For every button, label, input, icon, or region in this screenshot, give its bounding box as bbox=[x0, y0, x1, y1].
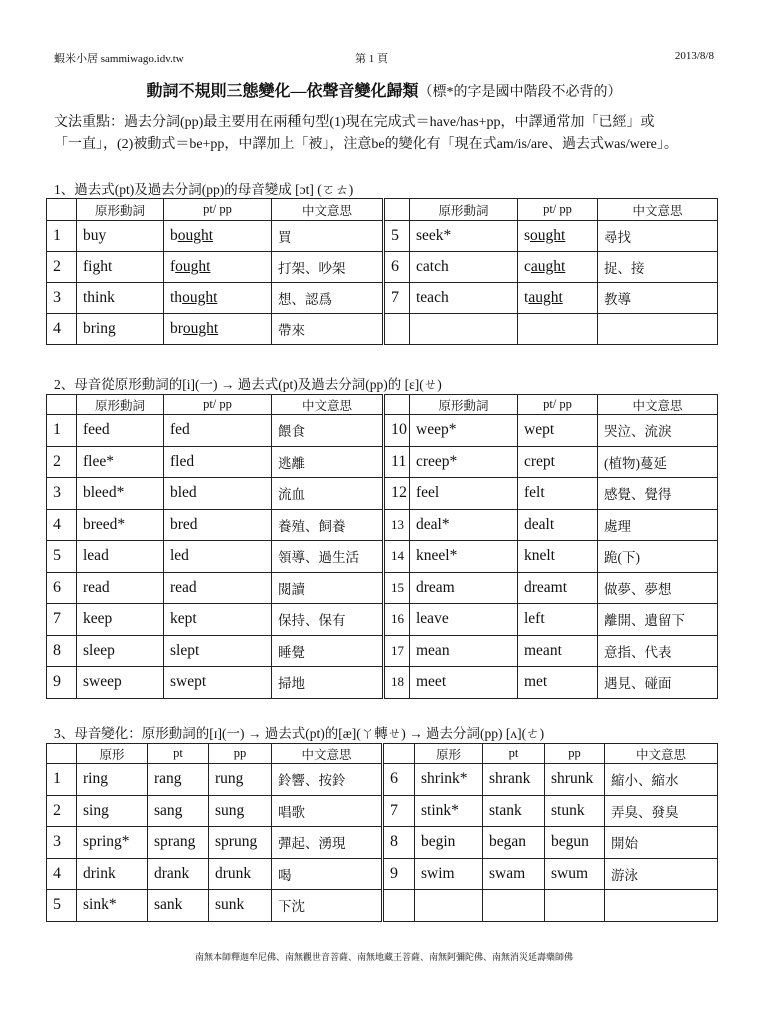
table-row bbox=[47, 667, 718, 699]
meaning-cell: 掃地 bbox=[272, 667, 384, 699]
row-number: 15 bbox=[384, 572, 410, 604]
grammar-line-2: 「一直」，(2)被動式＝be+pp，中譯加上「被」，注意be的變化有「現在式am/is/are、過去式was/were」。 bbox=[54, 137, 678, 152]
base-verb-cell: buy bbox=[77, 221, 164, 252]
header-cell: 原形動詞 bbox=[77, 395, 164, 415]
header-page-number: 第 1 頁 bbox=[355, 53, 388, 65]
meaning-cell: 尋找 bbox=[598, 221, 718, 252]
base-verb-cell: mean bbox=[410, 635, 518, 667]
table-row bbox=[47, 890, 718, 922]
base-verb-cell bbox=[410, 314, 518, 345]
section-1-table bbox=[46, 198, 718, 345]
meaning-cell: 捉、接 bbox=[598, 252, 718, 283]
meaning-cell: 開始 bbox=[605, 827, 718, 859]
row-number: 5 bbox=[384, 221, 410, 252]
pt-pp-cell bbox=[164, 252, 272, 283]
table-row bbox=[47, 221, 718, 252]
past-participle-cell: sprung bbox=[209, 827, 272, 859]
base-verb-cell: catch bbox=[410, 252, 518, 283]
header-cell: pt/ pp bbox=[518, 395, 598, 415]
pt-pp-cell: meant bbox=[518, 635, 598, 667]
past-tense-cell: sang bbox=[148, 795, 209, 827]
base-verb-cell: lead bbox=[77, 541, 164, 573]
base-verb-cell: flee* bbox=[77, 446, 164, 478]
past-tense-cell: sprang bbox=[148, 827, 209, 859]
section-3-heading: 3、母音變化：原形動詞的[ɪ](一) → 過去式(pt)的[æ](ㄚ轉ㄝ) → 過去分詞(pp) [ʌ](ㄜ) bbox=[54, 726, 545, 741]
pt-pp-cell: bled bbox=[164, 478, 272, 510]
section-2-table bbox=[46, 394, 718, 699]
header-cell bbox=[384, 199, 410, 221]
row-number: 9 bbox=[383, 858, 415, 890]
past-tense-cell: began bbox=[483, 827, 545, 859]
header-cell: pp bbox=[209, 744, 272, 764]
pt-pp-cell: left bbox=[518, 604, 598, 636]
pt-pp-cell bbox=[164, 314, 272, 345]
pt-underlined-vowel: ought bbox=[175, 258, 211, 275]
row-number: 4 bbox=[47, 858, 77, 890]
pt-underlined-vowel: ought bbox=[182, 289, 218, 306]
row-number: 7 bbox=[384, 283, 410, 314]
base-verb-cell: sweep bbox=[77, 667, 164, 699]
table-row bbox=[47, 827, 718, 859]
table-row bbox=[47, 252, 718, 283]
base-verb-cell: spring* bbox=[77, 827, 148, 859]
meaning-cell: 帶來 bbox=[272, 314, 384, 345]
meaning-cell: 買 bbox=[272, 221, 384, 252]
base-verb-cell: sing bbox=[77, 795, 148, 827]
pt-prefix: f bbox=[170, 258, 176, 275]
pt-pp-cell bbox=[518, 252, 598, 283]
header-cell: 原形動詞 bbox=[410, 199, 518, 221]
row-number: 5 bbox=[47, 541, 77, 573]
pt-prefix: th bbox=[170, 289, 183, 306]
pt-prefix: t bbox=[524, 289, 529, 306]
row-number: 3 bbox=[47, 827, 77, 859]
header-date: 2013/8/8 bbox=[674, 50, 714, 62]
row-number: 17 bbox=[384, 635, 410, 667]
row-number: 4 bbox=[47, 509, 77, 541]
pt-underlined-vowel: ought bbox=[177, 227, 214, 244]
pt-prefix: s bbox=[524, 227, 531, 244]
meaning-cell: 領導、過生活 bbox=[272, 541, 384, 573]
row-number bbox=[383, 890, 415, 922]
title-note: （標*的字是國中階段不必背的） bbox=[418, 85, 622, 100]
past-tense-cell: drank bbox=[148, 858, 209, 890]
base-verb-cell: meet bbox=[410, 667, 518, 699]
meaning-cell: 縮小、縮水 bbox=[605, 764, 718, 796]
past-tense-cell: sank bbox=[148, 890, 209, 922]
header-cell: 中文意思 bbox=[272, 199, 384, 221]
header-cell: 原形 bbox=[415, 744, 483, 764]
base-verb-cell: creep* bbox=[410, 446, 518, 478]
base-verb-cell: read bbox=[77, 572, 164, 604]
table-header-row bbox=[47, 744, 718, 764]
header-cell: pt/ pp bbox=[518, 199, 598, 221]
pt-prefix: br bbox=[170, 320, 183, 337]
pt-pp-cell: kept bbox=[164, 604, 272, 636]
meaning-cell: 做夢、夢想 bbox=[598, 572, 718, 604]
base-verb-cell: swim bbox=[415, 858, 483, 890]
row-number: 16 bbox=[384, 604, 410, 636]
base-verb-cell: keep bbox=[77, 604, 164, 636]
pt-pp-cell: fed bbox=[164, 415, 272, 447]
header-cell bbox=[384, 395, 410, 415]
meaning-cell: 養殖、飼養 bbox=[272, 509, 384, 541]
past-tense-cell: swam bbox=[483, 858, 545, 890]
base-verb-cell: leave bbox=[410, 604, 518, 636]
pt-pp-cell: read bbox=[164, 572, 272, 604]
past-tense-cell: rang bbox=[148, 764, 209, 796]
meaning-cell: 游泳 bbox=[605, 858, 718, 890]
pt-underlined-vowel: aught bbox=[530, 258, 566, 275]
page-title bbox=[0, 78, 768, 101]
footer-text: 南無本師釋迦牟尼佛、南無觀世音菩薩、南無地藏王菩薩、南無阿彌陀佛、南無消災延壽藥師佛 bbox=[194, 952, 573, 962]
past-participle-cell: sung bbox=[209, 795, 272, 827]
meaning-cell: 感覺、覺得 bbox=[598, 478, 718, 510]
base-verb-cell: stink* bbox=[415, 795, 483, 827]
pt-pp-cell bbox=[518, 221, 598, 252]
table-header-row bbox=[47, 199, 718, 221]
meaning-cell: 想、認爲 bbox=[272, 283, 384, 314]
header-cell: 中文意思 bbox=[598, 395, 718, 415]
header-cell: 中文意思 bbox=[598, 199, 718, 221]
meaning-cell: 跪(下) bbox=[598, 541, 718, 573]
table-row bbox=[47, 509, 718, 541]
past-participle-cell: sunk bbox=[209, 890, 272, 922]
base-verb-cell: sleep bbox=[77, 635, 164, 667]
row-number: 7 bbox=[383, 795, 415, 827]
table-row bbox=[47, 572, 718, 604]
row-number: 2 bbox=[47, 795, 77, 827]
meaning-cell: 唱歌 bbox=[272, 795, 383, 827]
row-number: 9 bbox=[47, 667, 77, 699]
base-verb-cell: begin bbox=[415, 827, 483, 859]
pt-pp-cell: crept bbox=[518, 446, 598, 478]
base-verb-cell: think bbox=[77, 283, 164, 314]
past-tense-cell: stank bbox=[483, 795, 545, 827]
pt-pp-cell: felt bbox=[518, 478, 598, 510]
meaning-cell bbox=[605, 890, 718, 922]
table-row bbox=[47, 446, 718, 478]
row-number: 7 bbox=[47, 604, 77, 636]
table-row bbox=[47, 283, 718, 314]
row-number: 18 bbox=[384, 667, 410, 699]
pt-pp-cell bbox=[518, 283, 598, 314]
row-number: 2 bbox=[47, 252, 77, 283]
pt-underlined-vowel: ought bbox=[530, 227, 566, 244]
base-verb-cell: seek* bbox=[410, 221, 518, 252]
base-verb-cell: shrink* bbox=[415, 764, 483, 796]
meaning-cell: 意指、代表 bbox=[598, 635, 718, 667]
row-number: 4 bbox=[47, 314, 77, 345]
base-verb-cell: bring bbox=[77, 314, 164, 345]
past-tense-cell: shrank bbox=[483, 764, 545, 796]
row-number: 12 bbox=[384, 478, 410, 510]
header-cell bbox=[47, 395, 77, 415]
past-participle-cell: shrunk bbox=[545, 764, 605, 796]
meaning-cell: 教導 bbox=[598, 283, 718, 314]
pt-pp-cell bbox=[164, 283, 272, 314]
header-cell: pt bbox=[483, 744, 545, 764]
base-verb-cell: feed bbox=[77, 415, 164, 447]
row-number: 3 bbox=[47, 478, 77, 510]
row-number: 6 bbox=[383, 764, 415, 796]
table-header-row bbox=[47, 395, 718, 415]
header-cell: 原形動詞 bbox=[410, 395, 518, 415]
base-verb-cell: kneel* bbox=[410, 541, 518, 573]
pt-pp-cell bbox=[164, 221, 272, 252]
pt-pp-cell: fled bbox=[164, 446, 272, 478]
meaning-cell: 處理 bbox=[598, 509, 718, 541]
pt-pp-cell: met bbox=[518, 667, 598, 699]
base-verb-cell: weep* bbox=[410, 415, 518, 447]
table-row bbox=[47, 764, 718, 796]
row-number: 6 bbox=[384, 252, 410, 283]
row-number: 11 bbox=[384, 446, 410, 478]
meaning-cell: 鈴響、按鈴 bbox=[272, 764, 383, 796]
header-cell: 中文意思 bbox=[605, 744, 718, 764]
past-tense-cell bbox=[483, 890, 545, 922]
base-verb-cell: sink* bbox=[77, 890, 148, 922]
meaning-cell: 弄臭、發臭 bbox=[605, 795, 718, 827]
header-cell: pp bbox=[545, 744, 605, 764]
row-number bbox=[384, 314, 410, 345]
pt-pp-cell: bred bbox=[164, 509, 272, 541]
row-number: 13 bbox=[384, 509, 410, 541]
row-number: 1 bbox=[47, 415, 77, 447]
header-cell: 中文意思 bbox=[272, 395, 384, 415]
row-number: 1 bbox=[47, 764, 77, 796]
pt-pp-cell: slept bbox=[164, 635, 272, 667]
row-number: 2 bbox=[47, 446, 77, 478]
pt-pp-cell: swept bbox=[164, 667, 272, 699]
meaning-cell: 遇見、碰面 bbox=[598, 667, 718, 699]
base-verb-cell: drink bbox=[77, 858, 148, 890]
pt-pp-cell: wept bbox=[518, 415, 598, 447]
table-row bbox=[47, 635, 718, 667]
row-number: 6 bbox=[47, 572, 77, 604]
meaning-cell: 彈起、湧現 bbox=[272, 827, 383, 859]
row-number: 5 bbox=[47, 890, 77, 922]
past-participle-cell: rung bbox=[209, 764, 272, 796]
pt-underlined-vowel: ought bbox=[182, 320, 219, 337]
meaning-cell: 閱讀 bbox=[272, 572, 384, 604]
header-site-name: 蝦米小居 sammiwago.idv.tw bbox=[54, 53, 184, 65]
header-cell: pt/ pp bbox=[164, 199, 272, 221]
meaning-cell: 下沈 bbox=[272, 890, 383, 922]
row-number: 3 bbox=[47, 283, 77, 314]
row-number: 10 bbox=[384, 415, 410, 447]
meaning-cell: 流血 bbox=[272, 478, 384, 510]
row-number: 1 bbox=[47, 221, 77, 252]
section-2-heading: 2、母音從原形動詞的[i](一) → 過去式(pt)及過去分詞(pp)的 [ɛ](ㄝ) bbox=[54, 377, 442, 392]
base-verb-cell: feel bbox=[410, 478, 518, 510]
row-number: 14 bbox=[384, 541, 410, 573]
past-participle-cell: swum bbox=[545, 858, 605, 890]
pt-pp-cell: dreamt bbox=[518, 572, 598, 604]
pt-pp-cell: dealt bbox=[518, 509, 598, 541]
table-row bbox=[47, 314, 718, 345]
table-row bbox=[47, 795, 718, 827]
meaning-cell: 逃離 bbox=[272, 446, 384, 478]
base-verb-cell: bleed* bbox=[77, 478, 164, 510]
base-verb-cell: breed* bbox=[77, 509, 164, 541]
pt-pp-cell bbox=[518, 314, 598, 345]
header-cell bbox=[47, 199, 77, 221]
past-participle-cell bbox=[545, 890, 605, 922]
meaning-cell bbox=[598, 314, 718, 345]
header-cell: 原形動詞 bbox=[77, 199, 164, 221]
table-row bbox=[47, 478, 718, 510]
base-verb-cell bbox=[415, 890, 483, 922]
pt-underlined-vowel: aught bbox=[528, 289, 563, 306]
header-cell: pt bbox=[148, 744, 209, 764]
meaning-cell: 保持、保有 bbox=[272, 604, 384, 636]
header-cell bbox=[47, 744, 77, 764]
pt-prefix: b bbox=[170, 227, 178, 244]
base-verb-cell: deal* bbox=[410, 509, 518, 541]
grammar-line-1: 文法重點：過去分詞(pp)最主要用在兩種句型(1)現在完成式＝have/has+pp，中譯通常加「已經」或 bbox=[54, 115, 655, 130]
section-1-heading: 1、過去式(pt)及過去分詞(pp)的母音變成 [ɔt] (ㄛㄊ) bbox=[54, 182, 354, 197]
title-main: 動詞不規則三態變化—依聲音變化歸類 bbox=[146, 83, 419, 100]
table-row bbox=[47, 858, 718, 890]
base-verb-cell: ring bbox=[77, 764, 148, 796]
row-number: 8 bbox=[47, 635, 77, 667]
past-participle-cell: begun bbox=[545, 827, 605, 859]
base-verb-cell: teach bbox=[410, 283, 518, 314]
past-participle-cell: drunk bbox=[209, 858, 272, 890]
meaning-cell: 睡覺 bbox=[272, 635, 384, 667]
meaning-cell: 哭泣、流淚 bbox=[598, 415, 718, 447]
meaning-cell: (植物)蔓延 bbox=[598, 446, 718, 478]
section-3-table bbox=[46, 743, 718, 922]
meaning-cell: 喝 bbox=[272, 858, 383, 890]
header-cell: pt/ pp bbox=[164, 395, 272, 415]
meaning-cell: 餵食 bbox=[272, 415, 384, 447]
pt-pp-cell: knelt bbox=[518, 541, 598, 573]
pt-pp-cell: led bbox=[164, 541, 272, 573]
base-verb-cell: dream bbox=[410, 572, 518, 604]
table-row bbox=[47, 604, 718, 636]
table-row bbox=[47, 541, 718, 573]
meaning-cell: 打架、吵架 bbox=[272, 252, 384, 283]
header-cell: 中文意思 bbox=[272, 744, 383, 764]
header-cell: 原形 bbox=[77, 744, 148, 764]
past-participle-cell: stunk bbox=[545, 795, 605, 827]
base-verb-cell: fight bbox=[77, 252, 164, 283]
table-row bbox=[47, 415, 718, 447]
pt-prefix: c bbox=[524, 258, 531, 275]
row-number: 8 bbox=[383, 827, 415, 859]
header-cell bbox=[383, 744, 415, 764]
meaning-cell: 離開、遺留下 bbox=[598, 604, 718, 636]
